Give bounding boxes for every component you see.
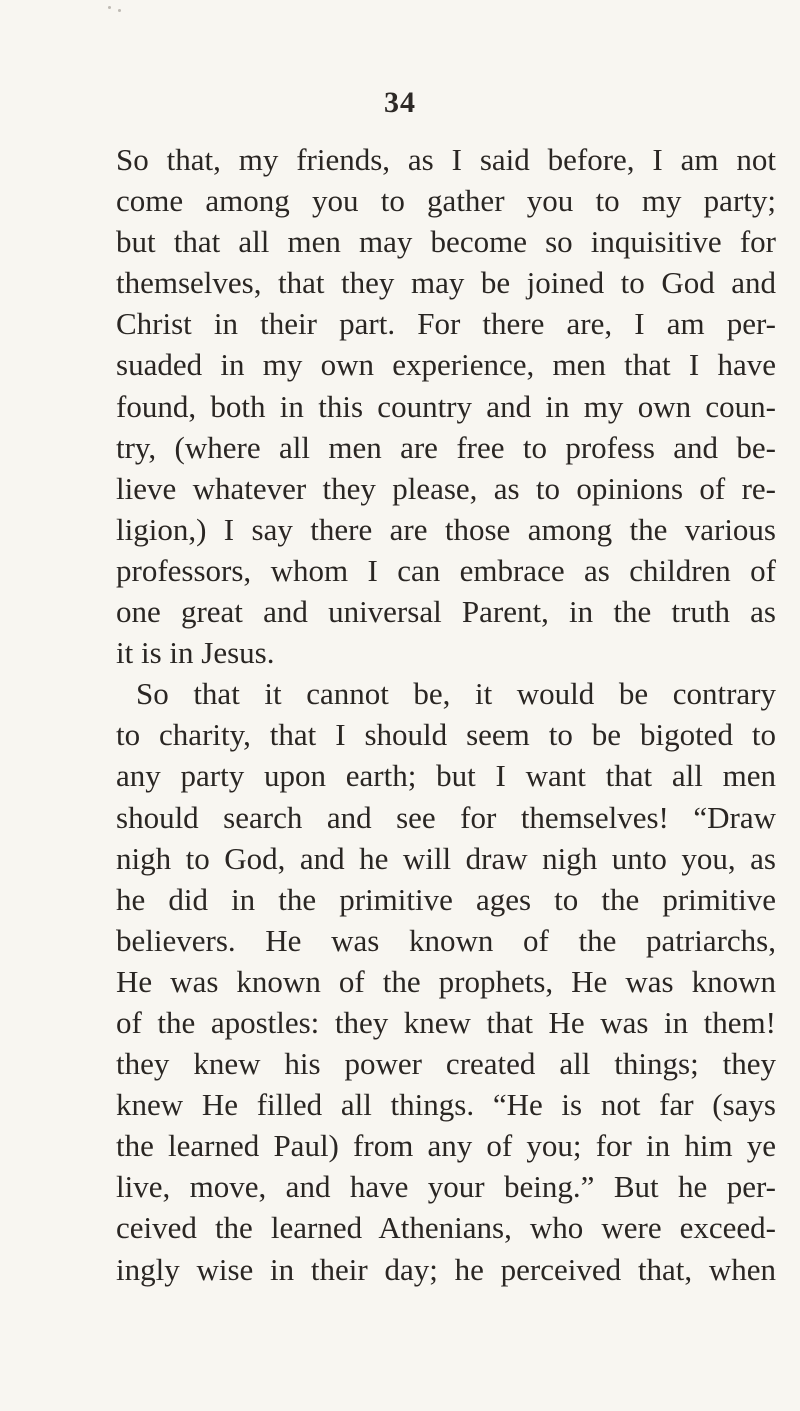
text-line: should search and see for themselves! “Draw [116,799,776,835]
page-number: 34 [384,86,416,119]
body-text [116,139,776,1290]
text-line: Christ in their part. For there are, I am per- [116,306,776,342]
paper-speck [108,6,111,9]
text-line: they knew his power created all things; they [116,1046,776,1082]
text-line: He was known of the prophets, He was known [116,963,776,999]
text-line: believers. He was known of the patriarchs, [116,922,776,958]
text-line: come among you to gather you to my party; [116,183,776,219]
text-line: knew He filled all things. “He is not far (says [116,1087,776,1123]
text-line: it is in Jesus. [116,635,275,671]
text-line: try, (where all men are free to profess and be- [116,429,776,465]
text-line: ingly wise in their day; he perceived that, when [116,1251,776,1287]
text-line: one great and universal Parent, in the truth as [116,594,776,630]
text-line: themselves, that they may be joined to God and [116,265,776,301]
text-line: the learned Paul) from any of you; for in him ye [116,1128,776,1164]
paper-speck [118,9,121,12]
text-line: found, both in this country and in my own coun- [116,388,776,424]
text-line: ligion,) I say there are those among the various [116,511,776,547]
text-line: any party upon earth; but I want that all men [116,758,776,794]
text-line: So that, my friends, as I said before, I am not [116,142,776,177]
text-line: suaded in my own experience, men that I have [116,347,776,383]
text-line: professors, whom I can embrace as children of [116,552,776,588]
text-line: to charity, that I should seem to be bigoted to [116,717,776,753]
text-line: ceived the learned Athenians, who were exceed- [116,1210,776,1246]
text-line: So that it cannot be, it would be contrary [136,676,776,712]
text-line: of the apostles: they knew that He was in them! [116,1004,776,1040]
text-line: nigh to God, and he will draw nigh unto you, as [116,840,776,876]
text-line: but that all men may become so inquisitive for [116,224,776,260]
text-line: lieve whatever they please, as to opinions of re- [116,470,776,506]
text-line: live, move, and have your being.” But he per- [116,1169,776,1205]
text-line: he did in the primitive ages to the primitive [116,881,776,917]
